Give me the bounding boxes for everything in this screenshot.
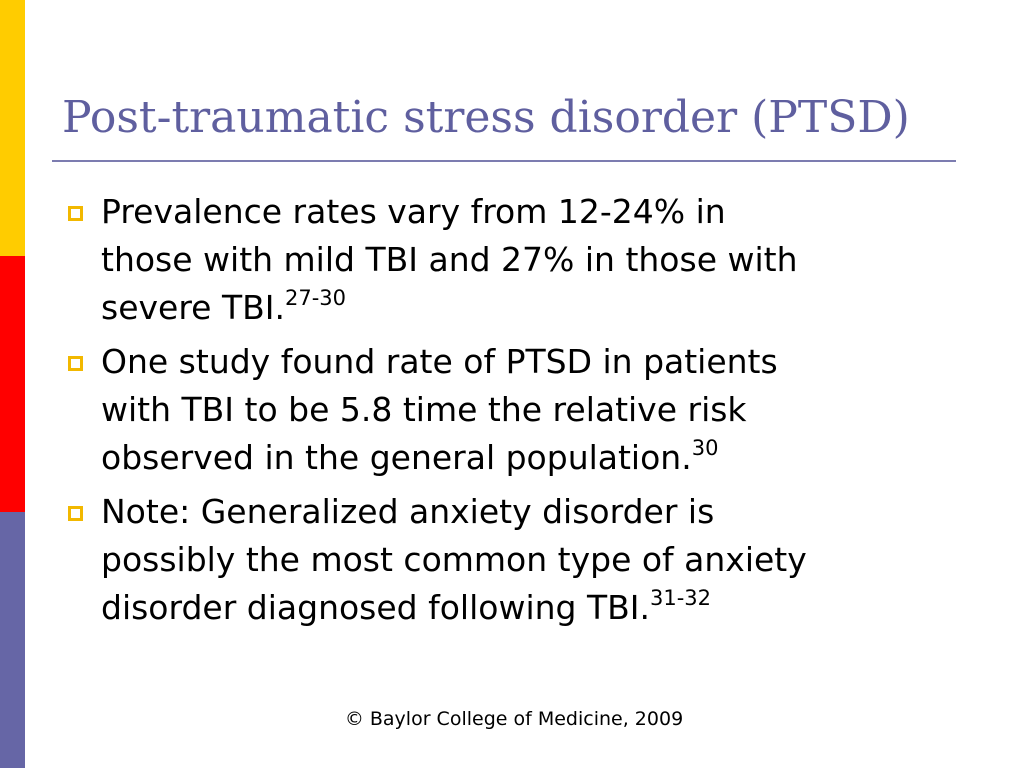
bullet-line-text: observed in the general population. xyxy=(101,438,692,477)
bullet-line-last xyxy=(101,584,964,632)
title-underline-rule xyxy=(52,160,956,162)
bullet-line: Note: Generalized anxiety disorder is xyxy=(101,492,715,531)
bullet-line-last xyxy=(101,434,964,482)
citation-superscript: 30 xyxy=(691,436,719,460)
bullet-item-anxiety-note xyxy=(64,488,964,632)
bullet-item-relative-risk xyxy=(64,338,964,482)
slide-title: Post-traumatic stress disorder (PTSD) xyxy=(62,92,910,143)
square-bullet-icon xyxy=(68,356,83,371)
citation-superscript: 31-32 xyxy=(649,586,712,610)
copyright-footer: © Baylor College of Medicine, 2009 xyxy=(344,708,684,730)
square-bullet-icon xyxy=(68,206,83,221)
bullet-line: those with mild TBI and 27% in those with xyxy=(101,240,798,279)
bullet-line: Prevalence rates vary from 12-24% in xyxy=(101,192,726,231)
bullet-list xyxy=(64,188,964,638)
bullet-item-prevalence xyxy=(64,188,964,332)
bullet-line: with TBI to be 5.8 time the relative risk xyxy=(101,390,747,429)
citation-superscript: 27-30 xyxy=(284,286,347,310)
square-bullet-icon xyxy=(68,506,83,521)
bullet-line: possibly the most common type of anxiety xyxy=(101,540,807,579)
side-color-bar xyxy=(0,0,25,768)
side-bar-red-segment xyxy=(0,256,25,512)
bullet-line-text: severe TBI. xyxy=(101,288,285,327)
bullet-line: One study found rate of PTSD in patients xyxy=(101,342,778,381)
bullet-line-text: disorder diagnosed following TBI. xyxy=(101,588,650,627)
side-bar-yellow-segment xyxy=(0,0,25,256)
bullet-line-last xyxy=(101,284,964,332)
